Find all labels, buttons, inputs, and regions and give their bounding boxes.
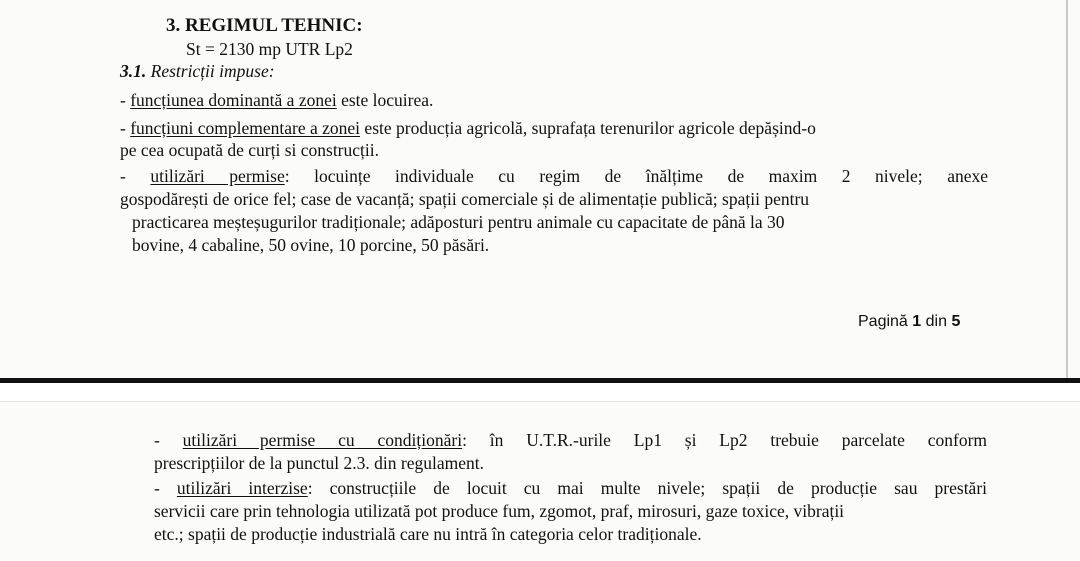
item-permitted-uses-line1: [120, 166, 988, 187]
item-text: : în U.T.R.-urile Lp1 și Lp2 trebuie parcelate conform: [462, 430, 988, 450]
footer-current-page: 1: [912, 313, 922, 330]
item-dash: -: [154, 430, 183, 450]
item-conditional-uses-line2: prescripțiilor de la punctul 2.3. din regulament.: [154, 453, 484, 473]
footer-of: din: [925, 313, 947, 330]
item-text: este producția agricolă, suprafața terenurilor agricole depășind-o: [360, 118, 816, 138]
item-term: utilizări permise: [150, 166, 285, 186]
item-forbidden-uses-line2: servicii care prin tehnologia utilizată pot produce fum, zgomot, praf, mirosuri, gaze toxice, vibrații: [154, 501, 845, 521]
footer-total-pages: 5: [951, 313, 961, 330]
item-forbidden-uses-line3: etc.; spații de producție industrială care nu intră în categoria celor tradiționale.: [154, 524, 702, 544]
item-conditional-uses-line1: [154, 430, 987, 451]
item-permitted-uses-line2: gospodărești de orice fel; case de vacanță; spații comerciale și de alimentație publică; spații pentru: [120, 189, 810, 209]
item-text: : construcțiile de locuit cu mai multe nivele; spații de producție sau prestări: [307, 478, 988, 498]
item-permitted-uses-line3: practicarea meșteșugurilor tradiționale; adăposturi pentru animale cu capacitate de până la 30: [132, 212, 785, 232]
item-term: utilizări permise cu condiționări: [182, 430, 463, 450]
item-text: : locuințe individuale cu regim de înălțime de maxim 2 nivele; anexe: [284, 166, 988, 186]
subsection-number: 3.1.: [120, 61, 147, 81]
section-heading: 3. REGIMUL TEHNIC:: [166, 15, 363, 36]
page-edge: [1066, 0, 1068, 378]
item-complementary-functions-line2: pe cea ocupată de curți si construcții.: [120, 140, 379, 160]
item-forbidden-uses-line1: [154, 478, 987, 499]
item-term: utilizări interzise: [176, 478, 308, 498]
item-dash: -: [120, 118, 131, 138]
subsection-title: [120, 61, 275, 82]
item-dash: -: [120, 90, 131, 110]
footer-label: Pagină: [858, 313, 908, 330]
item-permitted-uses-line4: bovine, 4 cabaline, 50 ovine, 10 porcine, 50 păsări.: [132, 235, 490, 255]
item-dash: -: [120, 166, 151, 186]
subsection-label: Restricții impuse:: [150, 61, 275, 81]
document-page-2: [0, 401, 1080, 561]
item-term: funcțiunea dominantă a zonei: [130, 90, 337, 110]
utr-subheading: St = 2130 mp UTR Lp2: [186, 39, 353, 59]
item-term: funcțiuni complementare a zonei: [130, 118, 361, 138]
item-dominant-function: [120, 90, 433, 111]
item-text: este locuirea.: [336, 90, 434, 110]
item-complementary-functions-line1: [120, 118, 816, 139]
item-dash: -: [154, 478, 177, 498]
page-gap: [0, 383, 1080, 401]
page-number-footer: [858, 313, 960, 331]
